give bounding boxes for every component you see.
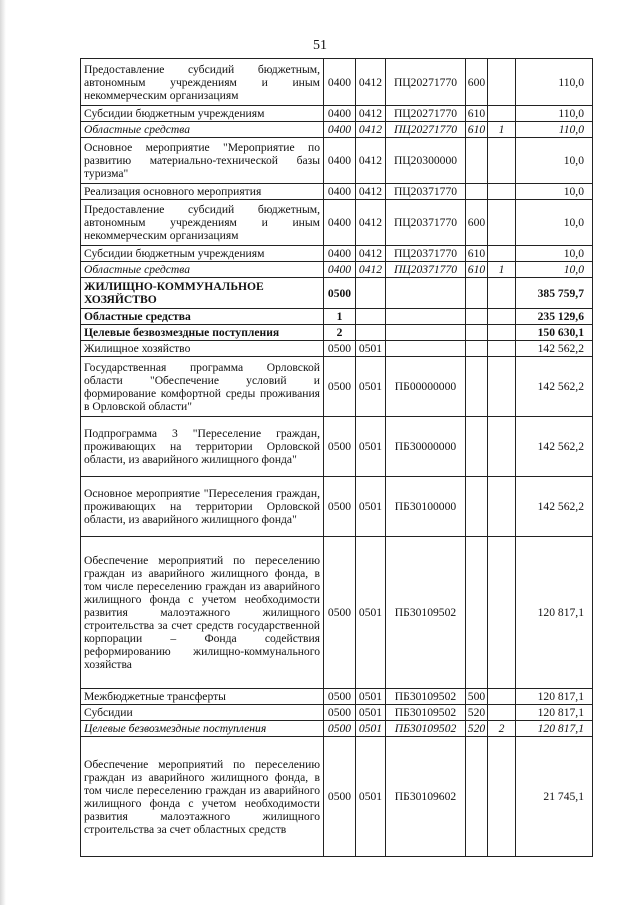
expense-type-cell: 600 xyxy=(466,200,488,246)
section-code-cell: 0400 xyxy=(324,262,356,278)
table-row xyxy=(81,309,593,325)
row-name-cell: Субсидии бюджетным учреждениям xyxy=(81,106,324,122)
expense-type-cell: 610 xyxy=(466,122,488,138)
subsection-code-cell: 0412 xyxy=(356,262,386,278)
expense-type-cell xyxy=(466,325,488,341)
target-article-cell: ПБ30109502 xyxy=(386,705,466,721)
row-name-cell: Подпрограмма 3 "Переселение граждан, проживающих на территории Орловской области, из аварийного жилищного фонда" xyxy=(81,417,324,477)
table-row xyxy=(81,246,593,262)
funding-code-cell xyxy=(488,278,516,309)
table-row xyxy=(81,357,593,417)
funding-code-cell: 1 xyxy=(488,262,516,278)
target-article-cell: ПЦ20371770 xyxy=(386,262,466,278)
subsection-code-cell: 0501 xyxy=(356,537,386,689)
funding-code-cell: 2 xyxy=(488,721,516,737)
amount-cell: 120 817,1 xyxy=(516,537,593,689)
subsection-code-cell: 0501 xyxy=(356,737,386,857)
section-code-cell: 0400 xyxy=(324,138,356,184)
section-code-cell: 0500 xyxy=(324,357,356,417)
target-article-cell: ПЦ20300000 xyxy=(386,138,466,184)
row-name-cell: Государственная программа Орловской области "Обеспечение условий и формирование комфортной среды проживания в Орловской области" xyxy=(81,357,324,417)
expense-type-cell xyxy=(466,341,488,357)
budget-table-container xyxy=(80,58,593,857)
target-article-cell: ПЦ20271770 xyxy=(386,122,466,138)
target-article-cell: ПЦ20371770 xyxy=(386,246,466,262)
table-row xyxy=(81,721,593,737)
table-row xyxy=(81,737,593,857)
subsection-code-cell: 0501 xyxy=(356,721,386,737)
target-article-cell: ПЦ20271770 xyxy=(386,106,466,122)
table-row xyxy=(81,138,593,184)
amount-cell: 110,0 xyxy=(516,106,593,122)
row-name-cell: Областные средства xyxy=(81,122,324,138)
target-article-cell: ПБ30000000 xyxy=(386,417,466,477)
funding-code-cell xyxy=(488,325,516,341)
table-row xyxy=(81,341,593,357)
amount-cell: 120 817,1 xyxy=(516,705,593,721)
table-row xyxy=(81,417,593,477)
subsection-code-cell: 0501 xyxy=(356,341,386,357)
target-article-cell: ПБ30109502 xyxy=(386,537,466,689)
target-article-cell xyxy=(386,278,466,309)
funding-code-cell xyxy=(488,138,516,184)
table-row xyxy=(81,200,593,246)
target-article-cell: ПБ30109502 xyxy=(386,689,466,705)
subsection-code-cell xyxy=(356,278,386,309)
funding-code-cell xyxy=(488,477,516,537)
amount-cell: 110,0 xyxy=(516,122,593,138)
funding-code-cell xyxy=(488,246,516,262)
amount-cell: 150 630,1 xyxy=(516,325,593,341)
table-row xyxy=(81,537,593,689)
amount-cell: 235 129,6 xyxy=(516,309,593,325)
target-article-cell: ПБ00000000 xyxy=(386,357,466,417)
section-code-cell: 0500 xyxy=(324,341,356,357)
row-name-cell: Предоставление субсидий бюджетным, автономным учреждениям и иным некоммерческим организациям xyxy=(81,200,324,246)
funding-code-cell xyxy=(488,737,516,857)
subsection-code-cell: 0501 xyxy=(356,477,386,537)
table-row xyxy=(81,477,593,537)
amount-cell: 21 745,1 xyxy=(516,737,593,857)
funding-code-cell: 1 xyxy=(488,122,516,138)
row-name-cell: Областные средства xyxy=(81,262,324,278)
expense-type-cell: 600 xyxy=(466,59,488,106)
section-code-cell: 0400 xyxy=(324,246,356,262)
expense-type-cell xyxy=(466,737,488,857)
expense-type-cell: 610 xyxy=(466,262,488,278)
section-code-cell: 0400 xyxy=(324,59,356,106)
table-row xyxy=(81,705,593,721)
expense-type-cell xyxy=(466,477,488,537)
expense-type-cell: 500 xyxy=(466,689,488,705)
row-name-cell: Целевые безвозмездные поступления xyxy=(81,721,324,737)
row-name-cell: Областные средства xyxy=(81,309,324,325)
amount-cell: 110,0 xyxy=(516,59,593,106)
funding-code-cell xyxy=(488,106,516,122)
expense-type-cell xyxy=(466,138,488,184)
amount-cell: 385 759,7 xyxy=(516,278,593,309)
section-code-cell: 0400 xyxy=(324,200,356,246)
subsection-code-cell: 0412 xyxy=(356,200,386,246)
funding-code-cell xyxy=(488,341,516,357)
target-article-cell xyxy=(386,309,466,325)
row-name-cell: Обеспечение мероприятий по переселению граждан из аварийного жилищного фонда, в том числе переселению граждан из аварийного жилищного фонда с учетом необходимости развития малоэтажного жилищного строительства за счет областных средств xyxy=(81,737,324,857)
subsection-code-cell xyxy=(356,325,386,341)
funding-code-cell xyxy=(488,59,516,106)
expense-type-cell xyxy=(466,537,488,689)
subsection-code-cell xyxy=(356,309,386,325)
row-name-cell: Целевые безвозмездные поступления xyxy=(81,325,324,341)
target-article-cell xyxy=(386,325,466,341)
amount-cell: 120 817,1 xyxy=(516,689,593,705)
row-name-cell: Жилищное хозяйство xyxy=(81,341,324,357)
table-row xyxy=(81,262,593,278)
budget-table-body xyxy=(81,59,593,857)
subsection-code-cell: 0501 xyxy=(356,417,386,477)
amount-cell: 10,0 xyxy=(516,262,593,278)
subsection-code-cell: 0412 xyxy=(356,184,386,200)
section-code-cell: 0500 xyxy=(324,721,356,737)
expense-type-cell: 520 xyxy=(466,705,488,721)
target-article-cell: ПЦ20371770 xyxy=(386,200,466,246)
table-row xyxy=(81,106,593,122)
section-code-cell: 0500 xyxy=(324,417,356,477)
expense-type-cell xyxy=(466,417,488,477)
row-name-cell: ЖИЛИЩНО-КОММУНАЛЬНОЕ ХОЗЯЙСТВО xyxy=(81,278,324,309)
amount-cell: 142 562,2 xyxy=(516,341,593,357)
table-row xyxy=(81,122,593,138)
row-name-cell: Основное мероприятие "Мероприятие по развитию материально-технической базы туризма" xyxy=(81,138,324,184)
section-code-cell: 0500 xyxy=(324,705,356,721)
target-article-cell xyxy=(386,341,466,357)
row-name-cell: Субсидии бюджетным учреждениям xyxy=(81,246,324,262)
target-article-cell: ПЦ20271770 xyxy=(386,59,466,106)
section-code-cell: 0500 xyxy=(324,477,356,537)
section-code-cell: 0400 xyxy=(324,106,356,122)
amount-cell: 10,0 xyxy=(516,200,593,246)
table-row xyxy=(81,325,593,341)
row-name-cell: Межбюджетные трансферты xyxy=(81,689,324,705)
table-row xyxy=(81,59,593,106)
table-row xyxy=(81,689,593,705)
target-article-cell: ПБ30100000 xyxy=(386,477,466,537)
section-code-cell: 0400 xyxy=(324,184,356,200)
subsection-code-cell: 0501 xyxy=(356,705,386,721)
subsection-code-cell: 0412 xyxy=(356,246,386,262)
funding-code-cell xyxy=(488,184,516,200)
section-code-cell: 0500 xyxy=(324,278,356,309)
funding-code-cell xyxy=(488,200,516,246)
expense-type-cell: 520 xyxy=(466,721,488,737)
subsection-code-cell: 0412 xyxy=(356,122,386,138)
page-number: 51 xyxy=(313,38,327,53)
target-article-cell: ПБ30109502 xyxy=(386,721,466,737)
row-name-cell: Реализация основного мероприятия xyxy=(81,184,324,200)
section-code-cell: 0500 xyxy=(324,537,356,689)
subsection-code-cell: 0501 xyxy=(356,689,386,705)
row-name-cell: Субсидии xyxy=(81,705,324,721)
row-name-cell: Основное мероприятие "Переселения граждан, проживающих на территории Орловской области, из аварийного жилищного фонда" xyxy=(81,477,324,537)
amount-cell: 142 562,2 xyxy=(516,417,593,477)
table-row xyxy=(81,184,593,200)
funding-code-cell xyxy=(488,357,516,417)
subsection-code-cell: 0412 xyxy=(356,138,386,184)
funding-code-cell xyxy=(488,537,516,689)
funding-code-cell xyxy=(488,705,516,721)
expense-type-cell xyxy=(466,357,488,417)
expense-type-cell xyxy=(466,184,488,200)
expense-type-cell: 610 xyxy=(466,106,488,122)
subsection-code-cell: 0501 xyxy=(356,357,386,417)
section-code-cell: 2 xyxy=(324,325,356,341)
amount-cell: 10,0 xyxy=(516,246,593,262)
amount-cell: 10,0 xyxy=(516,184,593,200)
expense-type-cell xyxy=(466,278,488,309)
expense-type-cell xyxy=(466,309,488,325)
subsection-code-cell: 0412 xyxy=(356,59,386,106)
row-name-cell: Предоставление субсидий бюджетным, автономным учреждениям и иным некоммерческим организациям xyxy=(81,59,324,106)
budget-table xyxy=(80,58,593,857)
section-code-cell: 0500 xyxy=(324,737,356,857)
subsection-code-cell: 0412 xyxy=(356,106,386,122)
table-row xyxy=(81,278,593,309)
scan-edge xyxy=(0,0,6,905)
section-code-cell: 0400 xyxy=(324,122,356,138)
section-code-cell: 1 xyxy=(324,309,356,325)
amount-cell: 142 562,2 xyxy=(516,477,593,537)
funding-code-cell xyxy=(488,309,516,325)
row-name-cell: Обеспечение мероприятий по переселению граждан из аварийного жилищного фонда, в том числе переселению граждан из аварийного жилищного фонда с учетом необходимости развития малоэтажного жилищного строительства за счет средств государственной корпорации – Фонда содействия реформированию жилищно-коммунального хозяйства xyxy=(81,537,324,689)
target-article-cell: ПБ30109602 xyxy=(386,737,466,857)
amount-cell: 142 562,2 xyxy=(516,357,593,417)
expense-type-cell: 610 xyxy=(466,246,488,262)
funding-code-cell xyxy=(488,689,516,705)
amount-cell: 120 817,1 xyxy=(516,721,593,737)
funding-code-cell xyxy=(488,417,516,477)
section-code-cell: 0500 xyxy=(324,689,356,705)
target-article-cell: ПЦ20371770 xyxy=(386,184,466,200)
amount-cell: 10,0 xyxy=(516,138,593,184)
